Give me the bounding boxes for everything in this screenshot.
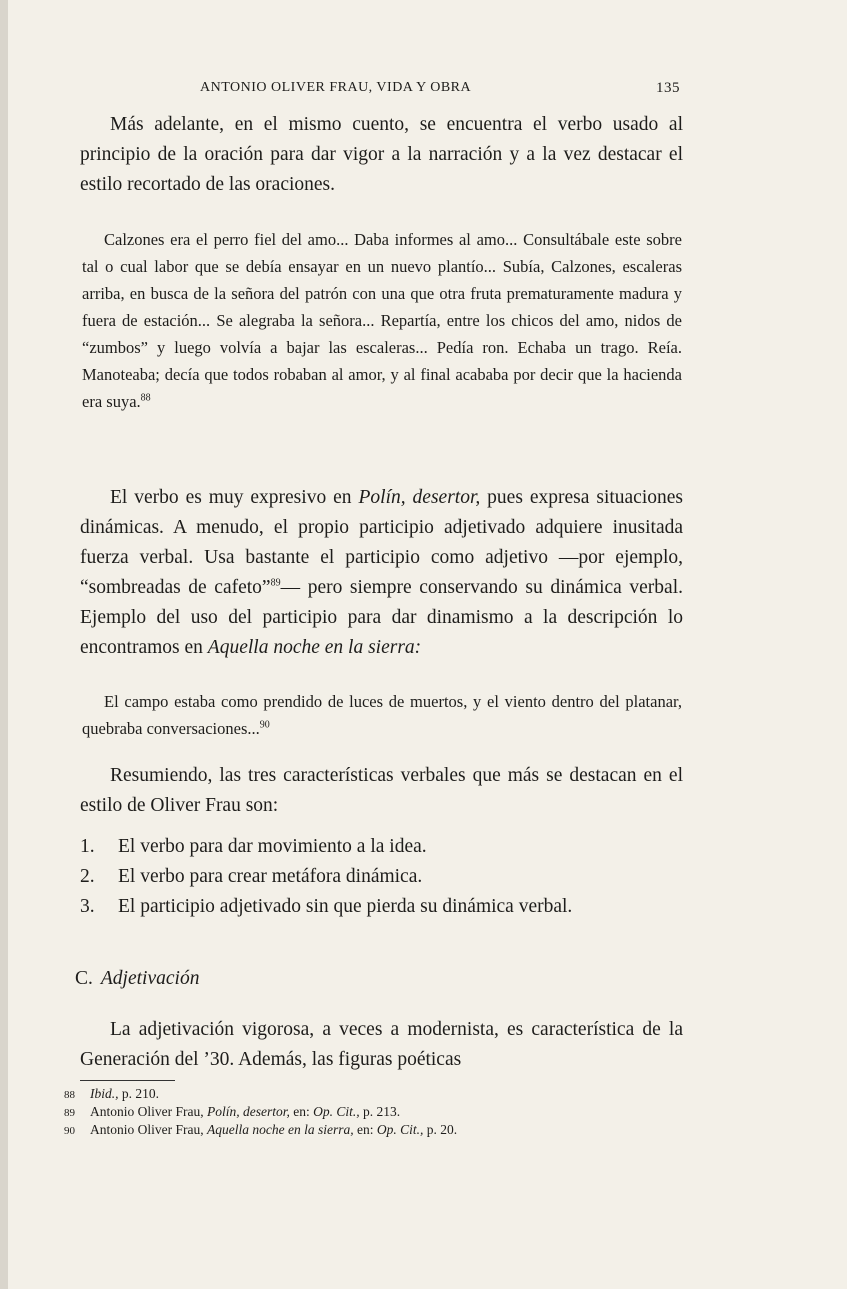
footnote-text: p. 213. xyxy=(359,1104,401,1119)
list-text: El participio adjetivado sin que pierda su dinámica verbal. xyxy=(118,896,573,917)
list-number: 2. xyxy=(80,866,95,887)
footnote-text: p. 20. xyxy=(423,1122,458,1137)
footnote-citation: Aquella noche en la sierra, xyxy=(207,1122,354,1137)
work-title-aquella-noche: Aquella noche en la sierra: xyxy=(207,637,422,658)
running-title: ANTONIO OLIVER FRAU, VIDA Y OBRA xyxy=(200,80,472,95)
footnote-number: 88 xyxy=(64,1089,75,1101)
note-ref-88: 88 xyxy=(140,392,151,404)
paragraph-4: La adjetivación vigorosa, a veces a modernista, es característica de la Generación del ’30. Además, las figuras poéticas xyxy=(80,1019,683,1070)
list-number: 3. xyxy=(80,896,95,917)
paragraph-3: Resumiendo, las tres características verbales que más se destacan en el estilo de Oliver Frau son: xyxy=(80,765,683,816)
paragraph-2 xyxy=(80,483,683,663)
note-ref-89: 89 xyxy=(270,577,281,589)
section-heading xyxy=(75,968,199,990)
footnote-text: Antonio Oliver Frau, xyxy=(90,1122,207,1137)
list-text: El verbo para crear metáfora dinámica. xyxy=(118,866,423,887)
footnote-88 xyxy=(64,1085,684,1103)
footnote-citation: Op. Cit., xyxy=(376,1122,424,1137)
page-edge xyxy=(0,0,8,1289)
list-item xyxy=(80,862,683,892)
page-number: 135 xyxy=(656,80,680,96)
footnote-citation: Ibid., xyxy=(90,1086,119,1101)
footnote-text: en: xyxy=(289,1104,314,1119)
quote-1-text: Calzones era el perro fiel del amo... Daba informes al amo... Consultábale este sobre tal o cual labor que se debía ensayar en un nuevo plantío... Subía, Calzones, escaleras arriba, en busca de la señora del patrón con una que otra fruta prematuramente madura y fuera de estación... Se alegraba la señora... Repartía, entre los chicos del amo, nidos de “zumbos” y luego volvía a bajar las escaleras... Pedía ron. Echaba un trago. Reía. Manoteaba; decía que todos robaban al amor, y al final acababa por decir que la hacienda era suya. xyxy=(82,230,682,411)
note-ref-90: 90 xyxy=(259,719,270,731)
paragraph-2-part2: pues expresa situaciones dinámicas. A menudo, el propio participio adjetivado adquiere inusitada fuerza verbal. Usa bastante el participio como adjetivo —por ejemplo, “sombreadas de cafeto” xyxy=(80,487,683,598)
list-item xyxy=(80,892,683,922)
quote-2 xyxy=(82,688,682,742)
characteristics-list xyxy=(80,832,683,922)
footnote-citation: Op. Cit., xyxy=(313,1104,360,1119)
footnote-number: 90 xyxy=(64,1125,75,1137)
footnote-89 xyxy=(64,1103,684,1121)
work-title-polin: Polín, desertor, xyxy=(358,487,481,508)
section-title: Adjetivación xyxy=(100,968,200,989)
quote-1 xyxy=(82,226,682,415)
paragraph-1: Más adelante, en el mismo cuento, se encuentra el verbo usado al principio de la oración para dar vigor a la narración y a la vez destacar el estilo recortado de las oraciones. xyxy=(80,114,683,195)
list-text: El verbo para dar movimiento a la idea. xyxy=(118,836,427,857)
footnotes xyxy=(64,1085,684,1139)
section-letter: C. xyxy=(75,968,93,989)
footnote-90 xyxy=(64,1121,684,1139)
footnote-number: 89 xyxy=(64,1107,75,1119)
paragraph-2-part1: El verbo es muy expresivo en xyxy=(110,487,359,508)
footnote-divider xyxy=(80,1080,175,1081)
list-number: 1. xyxy=(80,836,95,857)
footnote-text: p. 210. xyxy=(118,1086,159,1101)
footnote-text: Antonio Oliver Frau, xyxy=(90,1104,207,1119)
footnote-text: en: xyxy=(353,1122,377,1137)
quote-2-text: El campo estaba como prendido de luces de muertos, y el viento dentro del platanar, quebraba conversaciones... xyxy=(82,692,682,738)
footnote-citation: Polín, desertor, xyxy=(207,1104,290,1119)
paragraph-2-part3: — pero siempre conservando su dinámica verbal. Ejemplo del uso del participio para dar dinamismo a la descripción lo encontramos en xyxy=(80,577,683,658)
list-item xyxy=(80,832,683,862)
